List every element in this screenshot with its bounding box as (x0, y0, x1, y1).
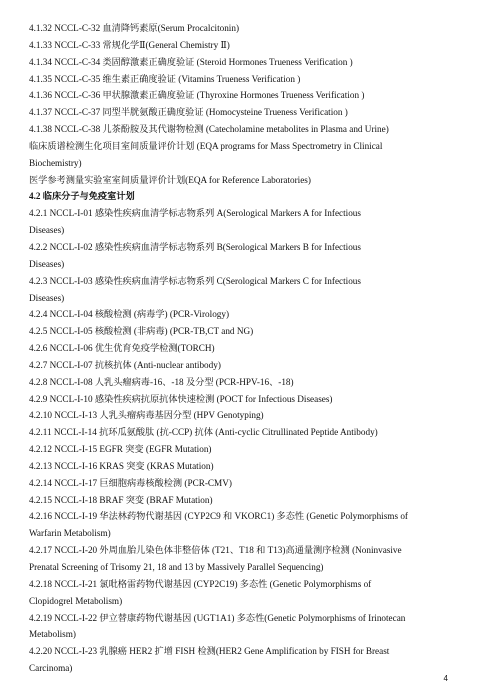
document-line: 4.2.8 NCCL-I-08 人乳头瘤病毒-16、-18 及分型 (PCR-HPV-16、-18) (29, 376, 294, 387)
document-body (29, 20, 470, 677)
document-line: 4.2.20 NCCL-I-23 乳腺癌 HER2 扩增 FISH 检测(HER2 Gene Amplification by FISH for Breast (29, 646, 390, 657)
document-line: 4.1.33 NCCL-C-33 常规化学Ⅱ(General Chemistry Ⅱ) (29, 39, 230, 50)
document-line: Clopidogrel Metabolism) (29, 595, 123, 606)
document-line: 4.2.5 NCCL-I-05 核酸检测 (非病毒) (PCR-TB,CT and NG) (29, 326, 254, 337)
document-line: 4.2.6 NCCL-I-06 优生优育免疫学检测(TORCH) (29, 343, 215, 354)
document-line: 4.2.2 NCCL-I-02 感染性疾病血清学标志物系列 B(Serological Markers B for Infectious (29, 241, 361, 252)
document-line: Warfarin Metabolism) (29, 528, 111, 539)
document-line: 4.1.35 NCCL-C-35 维生素正确度验证 (Vitamins Trueness Verification ) (29, 73, 301, 84)
document-line: 4.2.1 NCCL-I-01 感染性疾病血清学标志物系列 A(Serological Markers A for Infectious (29, 208, 361, 219)
document-line: 4.2.17 NCCL-I-20 外周血胎儿染色体非整倍体 (T21、T18 和 T13)高通量测序检测 (Noninvasive (29, 545, 402, 556)
document-line: 4.1.34 NCCL-C-34 类固醇激素正确度验证 (Steroid Hormones Trueness Verification ) (29, 56, 353, 67)
document-line: 4.1.32 NCCL-C-32 血清降钙素原(Serum Procalcitonin) (29, 23, 240, 33)
document-line: 4.1.37 NCCL-C-37 同型半胱氨酸正确度验证 (Homocysteine Trueness Verification ) (29, 107, 348, 118)
document-line: 4.2.19 NCCL-I-22 伊立替康药物代谢基因 (UGT1A1) 多态性(Genetic Polymorphisms of Irinotecan (29, 612, 406, 623)
document-line: Biochemistry) (29, 157, 82, 168)
document-line: 医学参考测量实验室室间质量评价计划(EQA for Reference Laboratories) (29, 174, 311, 185)
document-line: 4.2.18 NCCL-I-21 氯吡格雷药物代谢基因 (CYP2C19) 多态性 (Genetic Polymorphisms of (29, 578, 372, 589)
document-line: 4.2.15 NCCL-I-18 BRAF 突变 (BRAF Mutation) (29, 494, 213, 505)
document-line: Diseases) (29, 225, 65, 236)
document-line: 4.2.7 NCCL-I-07 抗核抗体 (Anti-nuclear antibody) (29, 359, 221, 370)
document-line: 4.2.16 NCCL-I-19 华法林药物代谢基因 (CYP2C9 和 VKORC1) 多态性 (Genetic Polymorphisms of (29, 511, 408, 522)
document-line: 4.2.12 NCCL-I-15 EGFR 突变 (EGFR Mutation) (29, 444, 212, 455)
document-line: Diseases) (29, 258, 65, 269)
document-line: 4.2.4 NCCL-I-04 核酸检测 (病毒学) (PCR-Virology) (29, 309, 230, 320)
document-line: 4.2.3 NCCL-I-03 感染性疾病血清学标志物系列 C(Serological Markers C for Infectious (29, 275, 361, 286)
document-line: 4.2.13 NCCL-I-16 KRAS 突变 (KRAS Mutation) (29, 460, 214, 471)
document-line: Carcinoma) (29, 663, 73, 674)
document-line: Prenatal Screening of Trisomy 21, 18 and 13 by Massively Parallel Sequencing) (29, 562, 324, 572)
document-line: 4.2.9 NCCL-I-10 感染性疾病抗原抗体快速检测 (POCT for Infectious Diseases) (29, 393, 333, 404)
document-line: Metabolism) (29, 629, 76, 640)
page-number: 4 (443, 674, 448, 683)
document-line: Diseases) (29, 292, 65, 303)
document-line: 4.2.11 NCCL-I-14 抗环瓜氨酸肽 (抗-CCP) 抗体 (Anti-cyclic Citrullinated Peptide Antibody) (29, 427, 378, 438)
document-line: 4.1.36 NCCL-C-36 甲状腺激素正确度验证 (Thyroxine Hormones Trueness Verification ) (29, 90, 365, 101)
document-line: 4.2.14 NCCL-I-17 巨细胞病毒核酸检测 (PCR-CMV) (29, 477, 232, 488)
document-line: 4.1.38 NCCL-C-38 儿茶酚胺及其代谢物检测 (Catecholamine metabolites in Plasma and Urine) (29, 124, 389, 135)
document-line: 临床质谱检测生化项目室间质量评价计划 (EQA programs for Mass Spectrometry in Clinical (29, 140, 383, 151)
section-heading: 4.2 临床分子与免疫室计划 (29, 191, 135, 202)
document-line: 4.2.10 NCCL-I-13 人乳头瘤病毒基因分型 (HPV Genotyping) (29, 410, 264, 421)
